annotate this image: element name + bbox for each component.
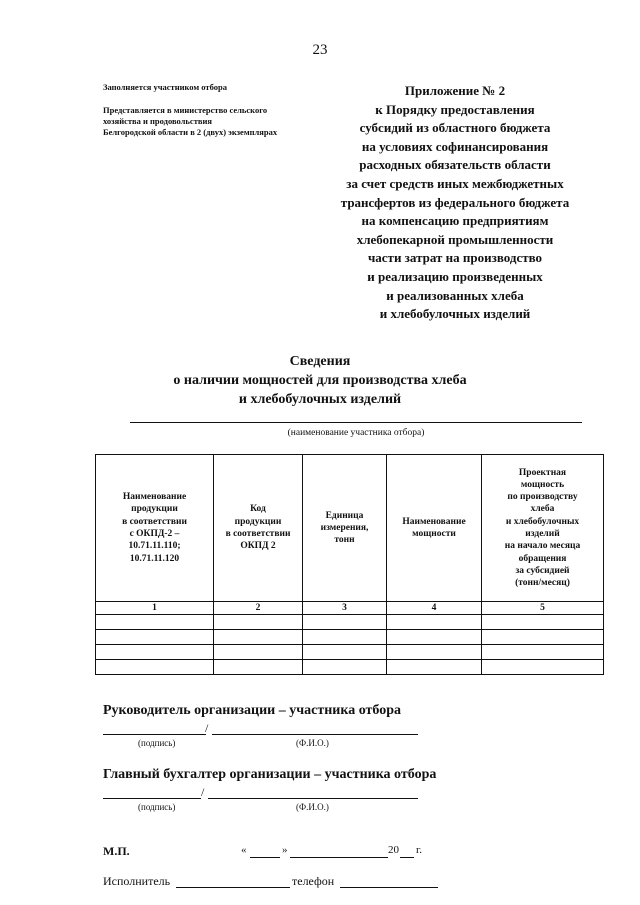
appendix-line: на компенсацию предприятиям (361, 213, 549, 229)
table-cell[interactable] (482, 645, 604, 660)
table-cell[interactable] (214, 615, 303, 630)
phone-label: телефон (292, 874, 335, 888)
table-cell[interactable] (96, 630, 214, 645)
column-number-row (96, 602, 604, 615)
slash-divider: / (205, 721, 209, 735)
column-number: 3 (303, 602, 387, 615)
signature-caption: (подпись) (138, 802, 176, 812)
table-cell[interactable] (482, 660, 604, 675)
appendix-line: к Порядку предоставления (375, 101, 535, 117)
appendix-line: и реализованных хлеба (386, 287, 524, 303)
appendix-line: Приложение № 2 (404, 83, 506, 98)
date-year-prefix: 20 (388, 844, 399, 856)
note-filled-by: Заполняется участником отбора (103, 82, 227, 92)
table-header-row (96, 455, 604, 602)
table-cell[interactable] (214, 630, 303, 645)
accountant-signature-field[interactable] (103, 798, 201, 799)
appendix-line: трансфертов из федерального бюджета (340, 194, 570, 210)
slash-divider: / (201, 785, 205, 799)
title-line: и хлебобулочных изделий (238, 392, 402, 407)
appendix-line: хлебопекарной промышленности (356, 231, 554, 247)
appendix-line: и реализацию произведенных (367, 268, 543, 284)
table-row (96, 615, 604, 630)
header-capacity-name: Наименование мощности (387, 455, 482, 602)
chief-accountant-title: Главный бухгалтер организации – участника отбора (103, 767, 437, 782)
head-signature-title: Руководитель организации – участника отбора (103, 703, 402, 718)
date-day-field[interactable] (250, 857, 280, 858)
executor-label: Исполнитель (103, 874, 171, 888)
header-design-capacity: Проектная мощность по производству хлеба и хлебобулочных изделий на начало месяца обращения за субсидией (тонн/месяц) (482, 455, 604, 602)
appendix-line: части затрат на производство (367, 250, 543, 266)
header-product-name: Наименование продукции в соответствии с ОКПД-2 – 10.71.11.110; 10.71.11.120 (96, 455, 214, 602)
appendix-line: и хлебобулочных изделий (379, 306, 531, 322)
table-cell[interactable] (387, 630, 482, 645)
table-cell[interactable] (96, 660, 214, 675)
fio-caption: (Ф.И.О.) (296, 802, 329, 812)
org-name-caption: (наименование участника отбора) (287, 428, 425, 438)
submission-note (103, 82, 277, 138)
signature-caption: (подпись) (138, 738, 176, 748)
column-number: 2 (214, 602, 303, 615)
phone-field[interactable] (340, 887, 438, 888)
appendix-line: на условиях софинансирования (361, 138, 549, 154)
header-unit: Единица измерения, тонн (303, 455, 387, 602)
column-number: 4 (387, 602, 482, 615)
appendix-line: за счет средств иных межбюджетных (346, 175, 564, 191)
table-cell[interactable] (387, 645, 482, 660)
table-row (96, 630, 604, 645)
table-row (96, 660, 604, 675)
org-name-field[interactable] (130, 422, 582, 423)
appendix-line: расходных обязательств области (359, 157, 551, 173)
capacity-table (95, 454, 604, 675)
date-year-suffix: г. (416, 844, 423, 856)
fio-caption: (Ф.И.О.) (296, 738, 329, 748)
executor-field[interactable] (176, 887, 290, 888)
table-cell[interactable] (96, 615, 214, 630)
header-product-code: Код продукции в соответствии ОКПД 2 (214, 455, 303, 602)
table-row (96, 645, 604, 660)
table-cell[interactable] (303, 630, 387, 645)
accountant-fio-field[interactable] (208, 798, 418, 799)
table-cell[interactable] (387, 660, 482, 675)
appendix-line: субсидий из областного бюджета (359, 120, 551, 136)
date-year-field[interactable] (400, 857, 414, 858)
page-number: 23 (312, 42, 328, 58)
table-cell[interactable] (387, 615, 482, 630)
appendix-heading (300, 82, 610, 324)
table-cell[interactable] (482, 615, 604, 630)
table-cell[interactable] (303, 615, 387, 630)
table-cell[interactable] (96, 645, 214, 660)
note-submitted-line2: хозяйства и продовольствия (103, 116, 212, 126)
form-title (0, 352, 640, 409)
stamp-place-label: М.П. (103, 844, 130, 858)
title-line: о наличии мощностей для производства хлеба (173, 373, 467, 388)
column-number: 1 (96, 602, 214, 615)
note-submitted-line1: Представляется в министерство сельского (103, 105, 268, 115)
note-submitted-line3: Белгородской области в 2 (двух) экземплярах (103, 127, 278, 137)
date-quote-open: « (241, 844, 247, 856)
date-quote-close: » (282, 844, 288, 856)
table-cell[interactable] (214, 660, 303, 675)
column-number: 5 (482, 602, 604, 615)
table-cell[interactable] (303, 660, 387, 675)
table-cell[interactable] (214, 645, 303, 660)
head-signature-field[interactable] (103, 734, 206, 735)
date-month-field[interactable] (290, 857, 388, 858)
table-cell[interactable] (303, 645, 387, 660)
head-fio-field[interactable] (212, 734, 418, 735)
title-line: Сведения (289, 354, 351, 369)
table-cell[interactable] (482, 630, 604, 645)
